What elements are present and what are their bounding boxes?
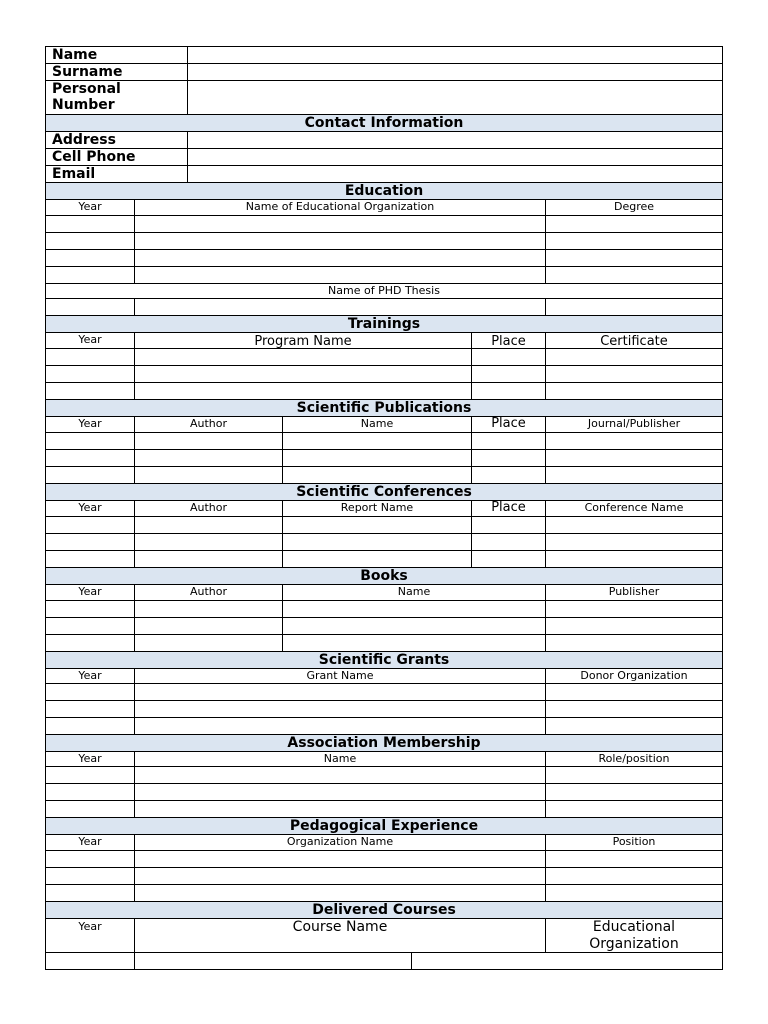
email-row xyxy=(45,166,723,183)
courses-header-row xyxy=(45,919,723,953)
publications-row xyxy=(45,467,723,484)
grants-year-cell[interactable] xyxy=(46,684,135,700)
education-org-cell[interactable] xyxy=(135,233,546,249)
education-degree-cell[interactable] xyxy=(546,267,722,283)
grants-row xyxy=(45,701,723,718)
education-degree-header: Degree xyxy=(613,200,655,213)
books-publisher-cell[interactable] xyxy=(546,601,722,617)
education-row xyxy=(45,233,723,250)
grants-name-cell[interactable] xyxy=(135,684,546,700)
name-field[interactable] xyxy=(188,47,722,63)
publications-journal-cell[interactable] xyxy=(546,467,722,483)
surname-label: Surname xyxy=(46,64,188,80)
books-author-cell[interactable] xyxy=(135,601,283,617)
trainings-year-header: Year xyxy=(46,333,135,348)
trainings-program-header: Program Name xyxy=(135,333,472,348)
books-year-header: Year xyxy=(46,585,135,600)
conferences-year-cell[interactable] xyxy=(46,534,135,550)
education-row xyxy=(45,250,723,267)
publications-author-cell[interactable] xyxy=(135,467,283,483)
cell-phone-label: Cell Phone xyxy=(46,149,188,165)
books-name-cell[interactable] xyxy=(283,635,546,651)
pedagogical-year-cell[interactable] xyxy=(46,868,135,884)
membership-name-cell[interactable] xyxy=(135,784,546,800)
trainings-year-cell[interactable] xyxy=(46,383,135,399)
grants-name-cell[interactable] xyxy=(135,701,546,717)
membership-row xyxy=(45,784,723,801)
education-header-row xyxy=(45,200,723,216)
conferences-header-row xyxy=(45,501,723,517)
books-author-cell[interactable] xyxy=(135,618,283,634)
education-row xyxy=(45,267,723,284)
conferences-name-cell[interactable] xyxy=(546,534,722,550)
thesis-degree-cell[interactable] xyxy=(546,299,722,315)
address-field[interactable] xyxy=(188,132,722,148)
books-name-cell[interactable] xyxy=(283,618,546,634)
name-row xyxy=(45,46,723,64)
grants-donor-cell[interactable] xyxy=(546,718,722,734)
conferences-report-cell[interactable] xyxy=(283,551,472,567)
cell-phone-field[interactable] xyxy=(188,149,722,165)
courses-year-cell[interactable] xyxy=(46,953,135,969)
email-field[interactable] xyxy=(188,166,722,182)
education-org-header: Name of Educational Organization xyxy=(135,200,546,215)
trainings-row xyxy=(45,349,723,366)
pedagogical-header-row xyxy=(45,835,723,851)
membership-role-header: Role/position xyxy=(598,752,670,765)
publications-row xyxy=(45,450,723,467)
books-year-cell[interactable] xyxy=(46,601,135,617)
publications-year-cell[interactable] xyxy=(46,467,135,483)
trainings-row xyxy=(45,383,723,400)
conferences-place-cell[interactable] xyxy=(472,551,546,567)
conferences-author-cell[interactable] xyxy=(135,551,283,567)
publications-author-cell[interactable] xyxy=(135,450,283,466)
membership-row xyxy=(45,767,723,784)
address-label: Address xyxy=(46,132,188,148)
education-year-cell[interactable] xyxy=(46,233,135,249)
conferences-author-cell[interactable] xyxy=(135,517,283,533)
pedagogical-year-cell[interactable] xyxy=(46,885,135,901)
books-header-row xyxy=(45,585,723,601)
publications-year-header: Year xyxy=(46,417,135,432)
books-author-header: Author xyxy=(135,585,283,600)
membership-row xyxy=(45,801,723,818)
membership-year-header: Year xyxy=(46,752,135,766)
personal-number-field[interactable] xyxy=(188,81,722,114)
membership-name-cell[interactable] xyxy=(135,767,546,783)
trainings-certificate-cell[interactable] xyxy=(546,383,722,399)
cell-phone-row xyxy=(45,149,723,166)
grants-row xyxy=(45,684,723,701)
education-year-cell[interactable] xyxy=(46,267,135,283)
membership-name-header: Name xyxy=(135,752,546,766)
trainings-certificate-header: Certificate xyxy=(600,334,668,348)
membership-year-cell[interactable] xyxy=(46,784,135,800)
education-degree-cell[interactable] xyxy=(546,216,722,232)
publications-year-cell[interactable] xyxy=(46,433,135,449)
grants-name-header: Grant Name xyxy=(135,669,546,683)
education-degree-cell[interactable] xyxy=(546,250,722,266)
pedagogical-year-header: Year xyxy=(46,835,135,850)
pedagogical-position-header: Position xyxy=(612,835,656,848)
publications-place-cell[interactable] xyxy=(472,433,546,449)
grants-name-cell[interactable] xyxy=(135,718,546,734)
publications-place-cell[interactable] xyxy=(472,450,546,466)
publications-row xyxy=(45,433,723,450)
books-publisher-header: Publisher xyxy=(608,585,660,598)
publications-header-row xyxy=(45,417,723,433)
conferences-year-cell[interactable] xyxy=(46,517,135,533)
conferences-place-cell[interactable] xyxy=(472,517,546,533)
publications-section-header: Scientific Publications xyxy=(45,400,723,417)
conferences-author-cell[interactable] xyxy=(135,534,283,550)
education-section-header: Education xyxy=(45,183,723,200)
thesis-name-cell[interactable] xyxy=(135,299,546,315)
grants-year-cell[interactable] xyxy=(46,701,135,717)
pedagogical-org-header: Organization Name xyxy=(135,835,546,850)
thesis-header-row xyxy=(45,284,723,299)
contact-section-header: Contact Information xyxy=(45,115,723,132)
surname-row xyxy=(45,64,723,81)
grants-donor-cell[interactable] xyxy=(546,684,722,700)
conferences-row xyxy=(45,551,723,568)
conferences-year-header: Year xyxy=(46,501,135,516)
thesis-row xyxy=(45,299,723,316)
grants-row xyxy=(45,718,723,735)
trainings-row xyxy=(45,366,723,383)
name-label: Name xyxy=(46,47,188,63)
trainings-year-cell[interactable] xyxy=(46,366,135,382)
courses-org-cell[interactable] xyxy=(412,953,722,969)
conferences-name-header: Conference Name xyxy=(584,501,684,514)
thesis-year-cell[interactable] xyxy=(46,299,135,315)
conferences-place-header: Place xyxy=(472,501,546,516)
education-org-cell[interactable] xyxy=(135,250,546,266)
thesis-label: Name of PHD Thesis xyxy=(328,284,440,297)
books-year-cell[interactable] xyxy=(46,635,135,651)
conferences-report-cell[interactable] xyxy=(283,534,472,550)
publications-name-cell[interactable] xyxy=(283,450,472,466)
pedagogical-org-cell[interactable] xyxy=(135,885,546,901)
books-row xyxy=(45,618,723,635)
pedagogical-row xyxy=(45,885,723,902)
pedagogical-year-cell[interactable] xyxy=(46,851,135,867)
trainings-place-cell[interactable] xyxy=(472,366,546,382)
education-year-cell[interactable] xyxy=(46,216,135,232)
grants-donor-cell[interactable] xyxy=(546,701,722,717)
email-label: Email xyxy=(46,166,188,182)
education-year-header: Year xyxy=(46,200,135,215)
address-row xyxy=(45,132,723,149)
publications-author-header: Author xyxy=(135,417,283,432)
membership-role-cell[interactable] xyxy=(546,767,722,783)
grants-section-header: Scientific Grants xyxy=(45,652,723,669)
conferences-row xyxy=(45,517,723,534)
publications-journal-header: Journal/Publisher xyxy=(587,417,681,430)
conferences-row xyxy=(45,534,723,551)
education-degree-cell[interactable] xyxy=(546,233,722,249)
trainings-place-cell[interactable] xyxy=(472,383,546,399)
courses-name-cell[interactable] xyxy=(135,953,412,969)
education-org-cell[interactable] xyxy=(135,216,546,232)
conferences-year-cell[interactable] xyxy=(46,551,135,567)
courses-org-header: Educational Organization xyxy=(589,919,679,952)
pedagogical-row xyxy=(45,851,723,868)
conferences-author-header: Author xyxy=(135,501,283,516)
books-publisher-cell[interactable] xyxy=(546,635,722,651)
publications-author-cell[interactable] xyxy=(135,433,283,449)
books-name-cell[interactable] xyxy=(283,601,546,617)
conferences-name-cell[interactable] xyxy=(546,517,722,533)
books-row xyxy=(45,601,723,618)
books-row xyxy=(45,635,723,652)
courses-section-header: Delivered Courses xyxy=(45,902,723,919)
trainings-header-row xyxy=(45,333,723,349)
membership-section-header: Association Membership xyxy=(45,735,723,752)
conferences-section-header: Scientific Conferences xyxy=(45,484,723,501)
conferences-report-cell[interactable] xyxy=(283,517,472,533)
trainings-year-cell[interactable] xyxy=(46,349,135,365)
grants-year-header: Year xyxy=(46,669,135,683)
membership-role-cell[interactable] xyxy=(546,801,722,817)
courses-row xyxy=(45,953,723,970)
books-publisher-cell[interactable] xyxy=(546,618,722,634)
grants-donor-header: Donor Organization xyxy=(580,669,688,682)
pedagogical-position-cell[interactable] xyxy=(546,868,722,884)
trainings-certificate-cell[interactable] xyxy=(546,349,722,365)
membership-name-cell[interactable] xyxy=(135,801,546,817)
books-section-header: Books xyxy=(45,568,723,585)
courses-name-header: Course Name xyxy=(135,919,546,952)
conferences-place-cell[interactable] xyxy=(472,534,546,550)
publications-journal-cell[interactable] xyxy=(546,433,722,449)
personal-number-row xyxy=(45,81,723,115)
trainings-program-cell[interactable] xyxy=(135,349,472,365)
courses-year-header: Year xyxy=(46,919,135,952)
conferences-report-header: Report Name xyxy=(283,501,472,516)
membership-role-cell[interactable] xyxy=(546,784,722,800)
pedagogical-position-cell[interactable] xyxy=(546,885,722,901)
pedagogical-position-cell[interactable] xyxy=(546,851,722,867)
education-org-cell[interactable] xyxy=(135,267,546,283)
pedagogical-row xyxy=(45,868,723,885)
books-year-cell[interactable] xyxy=(46,618,135,634)
books-name-header: Name xyxy=(283,585,546,600)
pedagogical-section-header: Pedagogical Experience xyxy=(45,818,723,835)
trainings-place-cell[interactable] xyxy=(472,349,546,365)
grants-year-cell[interactable] xyxy=(46,718,135,734)
publications-name-cell[interactable] xyxy=(283,433,472,449)
education-row xyxy=(45,216,723,233)
trainings-section-header: Trainings xyxy=(45,316,723,333)
publications-year-cell[interactable] xyxy=(46,450,135,466)
publications-journal-cell[interactable] xyxy=(546,450,722,466)
publications-place-header: Place xyxy=(472,417,546,432)
books-author-cell[interactable] xyxy=(135,635,283,651)
publications-place-cell[interactable] xyxy=(472,467,546,483)
membership-year-cell[interactable] xyxy=(46,767,135,783)
pedagogical-org-cell[interactable] xyxy=(135,868,546,884)
education-year-cell[interactable] xyxy=(46,250,135,266)
grants-header-row xyxy=(45,669,723,684)
personal-number-label: Personal Number xyxy=(46,81,188,114)
membership-year-cell[interactable] xyxy=(46,801,135,817)
publications-name-cell[interactable] xyxy=(283,467,472,483)
pedagogical-org-cell[interactable] xyxy=(135,851,546,867)
publications-name-header: Name xyxy=(283,417,472,432)
trainings-place-header: Place xyxy=(472,333,546,348)
membership-header-row xyxy=(45,752,723,767)
trainings-program-cell[interactable] xyxy=(135,366,472,382)
surname-field[interactable] xyxy=(188,64,722,80)
trainings-certificate-cell[interactable] xyxy=(546,366,722,382)
conferences-name-cell[interactable] xyxy=(546,551,722,567)
trainings-program-cell[interactable] xyxy=(135,383,472,399)
